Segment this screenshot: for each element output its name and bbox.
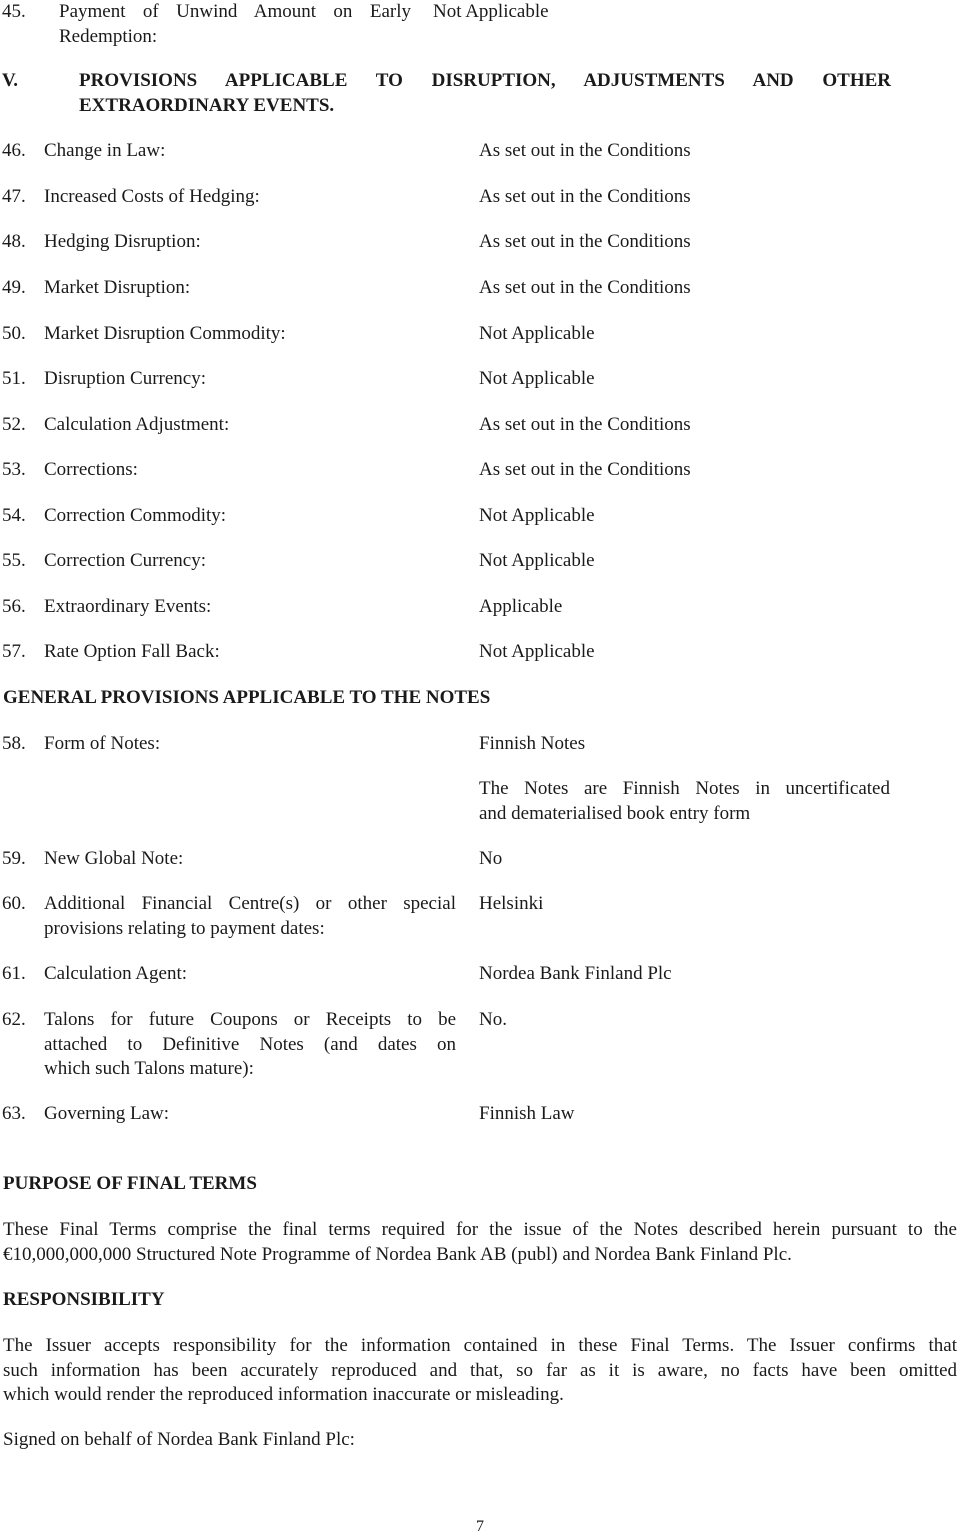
item-number: 57. xyxy=(2,641,26,662)
item-label: Calculation Agent: xyxy=(44,963,188,984)
item-number: 47. xyxy=(2,186,26,207)
item-label: Additional Financial Centre(s) or other special provisions relating to payment dates: xyxy=(44,893,456,939)
item-value: Not Applicable xyxy=(479,368,595,389)
section-title: PROVISIONS APPLICABLE TO DISRUPTION, ADJUSTMENTS AND OTHER EXTRAORDINARY EVENTS. xyxy=(79,70,891,116)
item-number: 58. xyxy=(2,733,26,754)
item-label: Extraordinary Events: xyxy=(44,596,212,617)
purpose-paragraph: These Final Terms comprise the final terms required for the issue of the Notes described herein pursuant to the €10,000,000,000 Structured Note Programme of Nordea Bank AB (publ) and Nordea Bank Finland Plc. xyxy=(3,1219,957,1265)
item-number: 56. xyxy=(2,596,26,617)
item-label: Payment of Unwind Amount on Early Redemption: xyxy=(59,1,411,47)
responsibility-heading: RESPONSIBILITY xyxy=(3,1289,165,1310)
item-label: Change in Law: xyxy=(44,140,166,161)
item-58-note: The Notes are Finnish Notes in uncertificated and dematerialised book entry form xyxy=(479,778,890,824)
item-value: As set out in the Conditions xyxy=(479,414,691,435)
page-number: 7 xyxy=(476,1518,484,1535)
item-value: As set out in the Conditions xyxy=(479,231,691,252)
item-number: 50. xyxy=(2,323,26,344)
item-value: Not Applicable xyxy=(433,1,549,22)
item-number: 49. xyxy=(2,277,26,298)
item-number: 59. xyxy=(2,848,26,869)
item-number: 60. xyxy=(2,893,26,914)
item-value: As set out in the Conditions xyxy=(479,186,691,207)
signature-line: Signed on behalf of Nordea Bank Finland Plc: xyxy=(3,1429,355,1450)
item-number: 53. xyxy=(2,459,26,480)
item-label: Form of Notes: xyxy=(44,733,161,754)
item-label: Corrections: xyxy=(44,459,138,480)
item-value: No xyxy=(479,848,503,869)
item-number: 61. xyxy=(2,963,26,984)
item-number: 62. xyxy=(2,1009,26,1030)
item-number: 48. xyxy=(2,231,26,252)
item-label: Calculation Adjustment: xyxy=(44,414,230,435)
item-number: 52. xyxy=(2,414,26,435)
item-value: As set out in the Conditions xyxy=(479,277,691,298)
item-number: 51. xyxy=(2,368,26,389)
item-label: Correction Commodity: xyxy=(44,505,227,526)
item-label: Increased Costs of Hedging: xyxy=(44,186,260,207)
item-value: Finnish Law xyxy=(479,1103,575,1124)
item-value: As set out in the Conditions xyxy=(479,459,691,480)
item-number: 54. xyxy=(2,505,26,526)
item-label: Correction Currency: xyxy=(44,550,206,571)
item-value: Helsinki xyxy=(479,893,544,914)
item-label: Hedging Disruption: xyxy=(44,231,201,252)
section-number: V. xyxy=(2,70,19,91)
item-value: Not Applicable xyxy=(479,641,595,662)
item-value: Finnish Notes xyxy=(479,733,586,754)
item-label: Rate Option Fall Back: xyxy=(44,641,220,662)
item-number: 45. xyxy=(2,1,26,22)
item-label: Governing Law: xyxy=(44,1103,170,1124)
item-value: Nordea Bank Finland Plc xyxy=(479,963,672,984)
item-number: 46. xyxy=(2,140,26,161)
item-label: New Global Note: xyxy=(44,848,184,869)
item-label: Market Disruption Commodity: xyxy=(44,323,286,344)
general-provisions-heading: GENERAL PROVISIONS APPLICABLE TO THE NOTES xyxy=(3,687,491,708)
item-value: Not Applicable xyxy=(479,323,595,344)
item-value: Not Applicable xyxy=(479,550,595,571)
item-number: 63. xyxy=(2,1103,26,1124)
item-label: Market Disruption: xyxy=(44,277,191,298)
responsibility-paragraph: The Issuer accepts responsibility for the information contained in these Final Terms. The Issuer confirms that such information has been accurately reproduced and that, so far as it is aware, no facts have been omitted which would render the reproduced information inaccurate or misleading. xyxy=(3,1335,957,1405)
item-label: Disruption Currency: xyxy=(44,368,207,389)
purpose-heading: PURPOSE OF FINAL TERMS xyxy=(3,1173,257,1194)
item-label: Talons for future Coupons or Receipts to be attached to Definitive Notes (and dates on which such Talons mature): xyxy=(44,1009,456,1079)
item-value: No. xyxy=(479,1009,507,1030)
item-value: As set out in the Conditions xyxy=(479,140,691,161)
item-value: Applicable xyxy=(479,596,563,617)
item-value: Not Applicable xyxy=(479,505,595,526)
item-number: 55. xyxy=(2,550,26,571)
